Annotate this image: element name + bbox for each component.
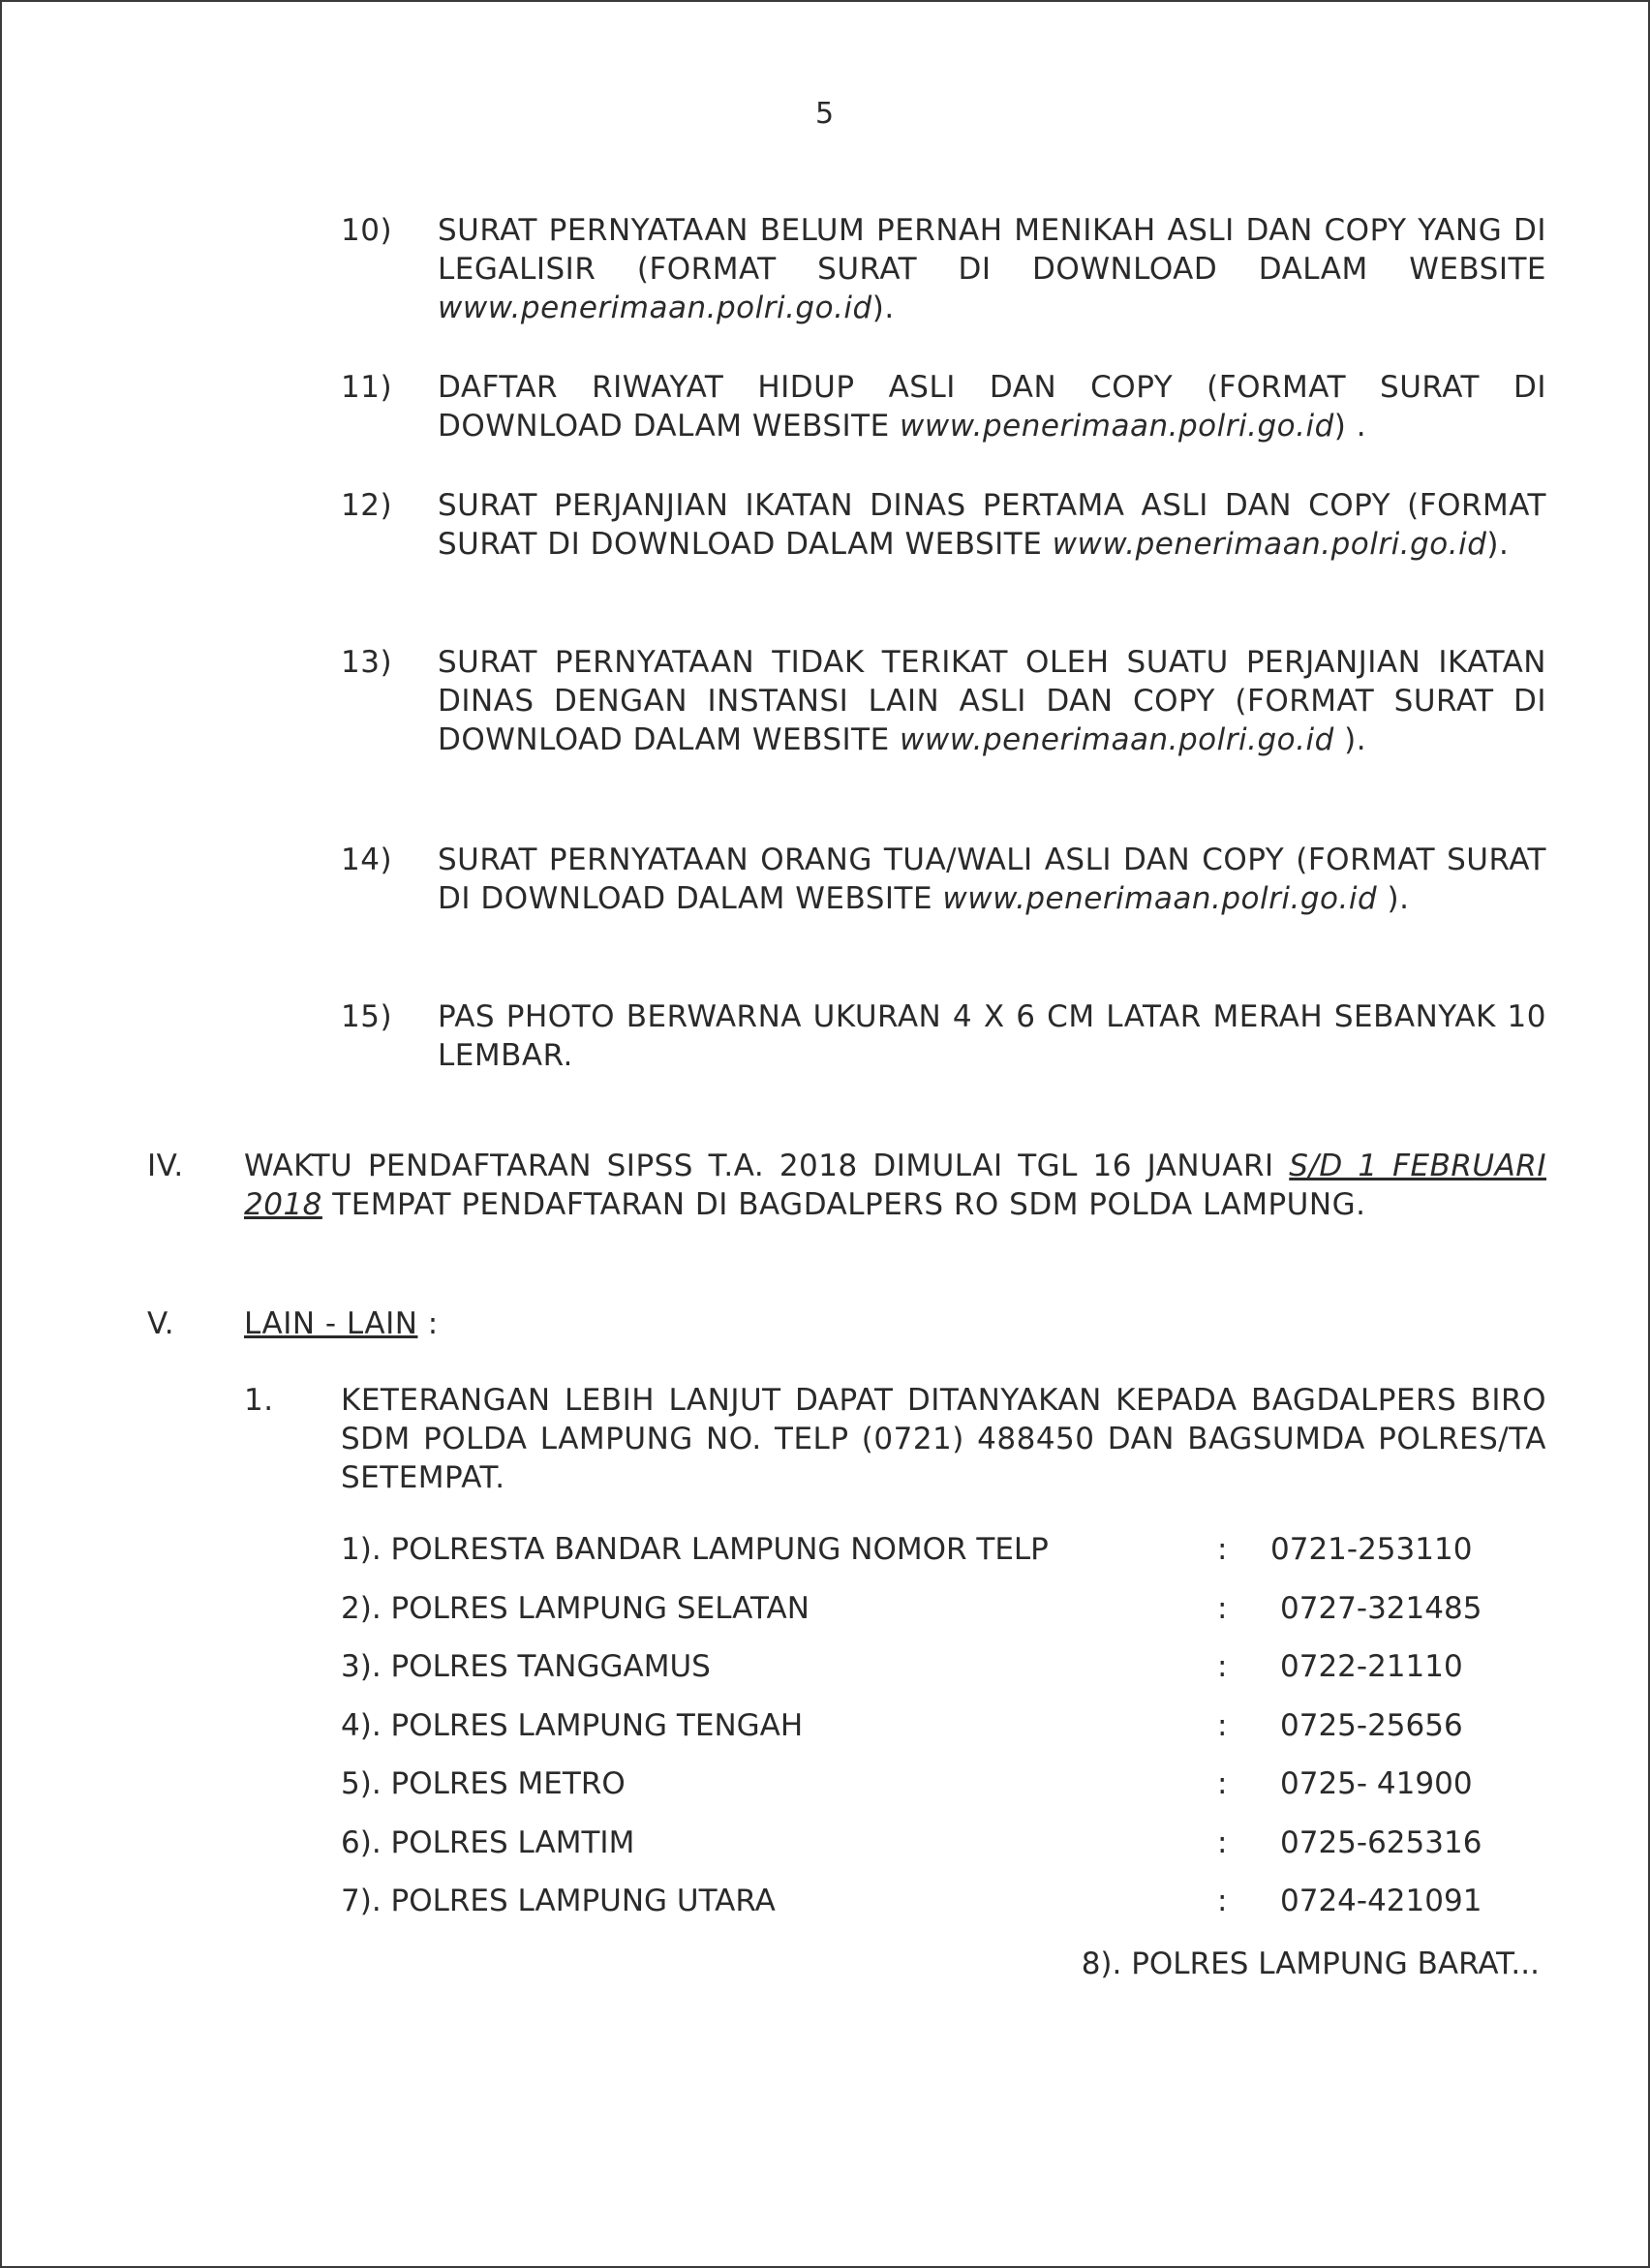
separator: :	[1217, 1766, 1228, 1801]
office-name: 3). POLRES TANGGAMUS	[341, 1649, 711, 1684]
section-number: V.	[147, 1306, 175, 1341]
separator: :	[1217, 1590, 1228, 1626]
list-item	[341, 368, 1546, 445]
phone-row	[341, 1884, 1551, 1943]
page-number: 5	[814, 97, 836, 131]
phone-row	[341, 1708, 1551, 1767]
phone-number: 0722-21110	[1280, 1649, 1463, 1684]
section-text: WAKTU PENDAFTARAN SIPSS T.A. 2018 DIMULAI TGL 16 JANUARI S/D 1 FEBRUARI 2018 TEMPAT PENDAFTARAN DI BAGDALPERS RO SDM POLDA LAMPUNG.	[244, 1149, 1546, 1222]
list-item	[341, 997, 1546, 1075]
section-heading: LAIN - LAIN :	[244, 1306, 439, 1341]
date-range: S/D 1 FEBRUARI 2018	[244, 1149, 1546, 1222]
office-name: 5). POLRES METRO	[341, 1766, 626, 1801]
section-iv	[147, 1147, 1546, 1224]
item-text: PAS PHOTO BERWARNA UKURAN 4 X 6 CM LATAR MERAH SEBANYAK 10 LEMBAR.	[438, 999, 1546, 1073]
subitem-text: KETERANGAN LEBIH LANJUT DAPAT DITANYAKAN KEPADA BAGDALPERS BIRO SDM POLDA LAMPUNG NO. TELP (0721) 488450 DAN BAGSUMDA POLRES/TA SETEMPAT.	[341, 1383, 1546, 1495]
item-text: SURAT PERJANJIAN IKATAN DINAS PERTAMA ASLI DAN COPY (FORMAT SURAT DI DOWNLOAD DALAM WEBSITE www.penerimaan.polri.go.id).	[438, 488, 1546, 562]
separator: :	[1217, 1884, 1228, 1918]
item-number: 13)	[341, 645, 393, 680]
subitem-number: 1.	[244, 1383, 274, 1418]
phone-row	[341, 1649, 1551, 1708]
phone-number: 0724-421091	[1280, 1884, 1482, 1918]
phone-row	[341, 1766, 1551, 1825]
list-item	[341, 643, 1546, 759]
list-item	[341, 211, 1546, 327]
office-name: 4). POLRES LAMPUNG TENGAH	[341, 1707, 804, 1743]
website-link: www.penerimaan.polri.go.id	[900, 409, 1334, 444]
item-number: 14)	[341, 843, 393, 877]
website-link: www.penerimaan.polri.go.id	[438, 291, 872, 325]
item-number: 15)	[341, 999, 393, 1034]
subitem-1	[244, 1381, 1546, 1497]
website-link: www.penerimaan.polri.go.id	[942, 881, 1378, 916]
item-text: SURAT PERNYATAAN TIDAK TERIKAT OLEH SUATU PERJANJIAN IKATAN DINAS DENGAN INSTANSI LAIN ASLI DAN COPY (FORMAT SURAT DI DOWNLOAD DALAM WEBSITE www.penerimaan.polri.go.id ).	[438, 645, 1546, 757]
phone-row	[341, 1825, 1551, 1885]
item-number: 10)	[341, 213, 393, 248]
website-link: www.penerimaan.polri.go.id	[1052, 527, 1487, 562]
phone-number: 0727-321485	[1280, 1590, 1482, 1626]
office-name: 7). POLRES LAMPUNG UTARA	[341, 1884, 776, 1918]
phone-number: 0725- 41900	[1280, 1766, 1473, 1801]
phone-list	[341, 1532, 1551, 1943]
website-link: www.penerimaan.polri.go.id	[900, 722, 1334, 757]
phone-row	[341, 1532, 1551, 1591]
phone-number: 0725-25656	[1280, 1707, 1463, 1743]
separator: :	[1217, 1532, 1228, 1567]
continuation-note: 8). POLRES LAMPUNG BARAT...	[1081, 1946, 1540, 1981]
section-number: IV.	[147, 1149, 184, 1183]
office-name: 1). POLRESTA BANDAR LAMPUNG NOMOR TELP	[341, 1532, 1049, 1567]
separator: :	[1217, 1707, 1228, 1743]
phone-number: 0721-253110	[1270, 1532, 1473, 1567]
office-name: 6). POLRES LAMTIM	[341, 1824, 635, 1860]
separator: :	[1217, 1649, 1228, 1684]
list-item	[341, 486, 1546, 564]
item-text: SURAT PERNYATAAN BELUM PERNAH MENIKAH ASLI DAN COPY YANG DI LEGALISIR (FORMAT SURAT DI DOWNLOAD DALAM WEBSITE www.penerimaan.polri.go.id).	[438, 213, 1546, 325]
separator: :	[1217, 1824, 1228, 1860]
item-number: 11)	[341, 370, 393, 405]
phone-row	[341, 1591, 1551, 1650]
office-name: 2). POLRES LAMPUNG SELATAN	[341, 1590, 810, 1626]
phone-number: 0725-625316	[1280, 1824, 1482, 1860]
item-text: SURAT PERNYATAAN ORANG TUA/WALI ASLI DAN COPY (FORMAT SURAT DI DOWNLOAD DALAM WEBSITE www.penerimaan.polri.go.id ).	[438, 843, 1546, 916]
item-text: DAFTAR RIWAYAT HIDUP ASLI DAN COPY (FORMAT SURAT DI DOWNLOAD DALAM WEBSITE www.penerimaan.polri.go.id) .	[438, 370, 1546, 444]
section-v	[147, 1304, 1546, 1343]
list-item	[341, 841, 1546, 918]
item-number: 12)	[341, 488, 393, 523]
